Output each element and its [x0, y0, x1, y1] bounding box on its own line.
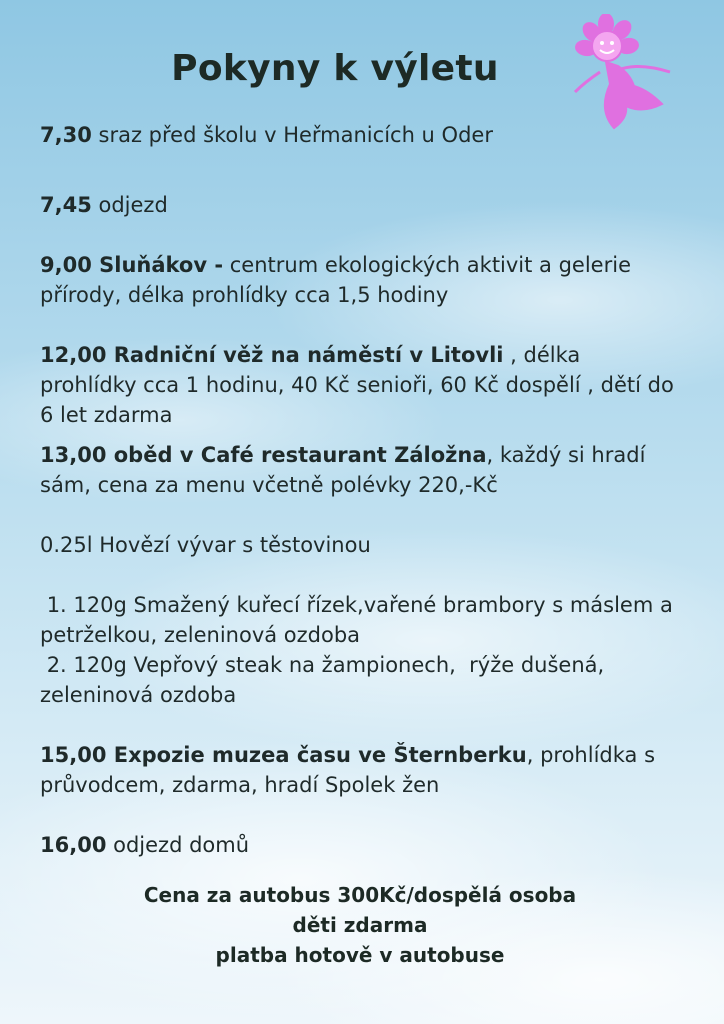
- item-time: 7,45: [40, 193, 92, 217]
- itinerary-item: [40, 340, 680, 440]
- item-time: 9,00 Sluňákov -: [40, 253, 224, 277]
- footer-line-payment: platba hotově v autobuse: [215, 943, 505, 967]
- item-time: 13,00 oběd v Café restaurant Záložna: [40, 443, 487, 467]
- item-text: sraz před školu v Heřmanicích u Oder: [91, 123, 493, 147]
- itinerary-item: [40, 190, 680, 250]
- itinerary-item: [40, 740, 680, 830]
- item-text: , každý si hradí sám, cena za menu včetně polévky 220,-Kč: [40, 443, 646, 497]
- menu-soup: 0.25l Hovězí vývar s těstovinou: [40, 533, 371, 557]
- flower-mascot-icon: [570, 14, 680, 134]
- item-text: centrum ekologických aktivit a gelerie přírody, délka prohlídky cca 1,5 hodiny: [40, 253, 631, 307]
- item-text: odjezd domů: [106, 833, 250, 857]
- item-text: odjezd: [91, 193, 168, 217]
- item-time: 15,00 Expozie muzea času ve Šternberku: [40, 743, 527, 767]
- item-time: 7,30: [40, 123, 92, 147]
- itinerary-item: [40, 830, 680, 860]
- footer-line-price: Cena za autobus 300Kč/dospělá osoba: [143, 883, 577, 907]
- itinerary-item: [40, 250, 680, 340]
- itinerary-item: [40, 120, 680, 190]
- price-footer: [40, 880, 680, 970]
- item-text: , prohlídka s průvodcem, zdarma, hradí Spolek žen: [40, 743, 656, 797]
- itinerary: [40, 120, 680, 860]
- menu-option-2: 2. 120g Vepřový steak na žampionech, rýže dušená, zeleninová ozdoba: [40, 653, 611, 707]
- footer-line-children: děti zdarma: [292, 913, 428, 937]
- page-title: Pokyny k výletu: [171, 48, 499, 89]
- item-time: 16,00: [40, 833, 107, 857]
- itinerary-item: [40, 440, 680, 530]
- item-text: , délka prohlídky cca 1 hodinu, 40 Kč senioři, 60 Kč dospělí , dětí do 6 let zdarma: [40, 343, 674, 427]
- menu-option-1: 1. 120g Smažený kuřecí řízek,vařené brambory s máslem a petrželkou, zeleninová ozdoba: [40, 593, 680, 647]
- item-time: 12,00 Radniční věž na náměstí v Litovli: [40, 343, 504, 367]
